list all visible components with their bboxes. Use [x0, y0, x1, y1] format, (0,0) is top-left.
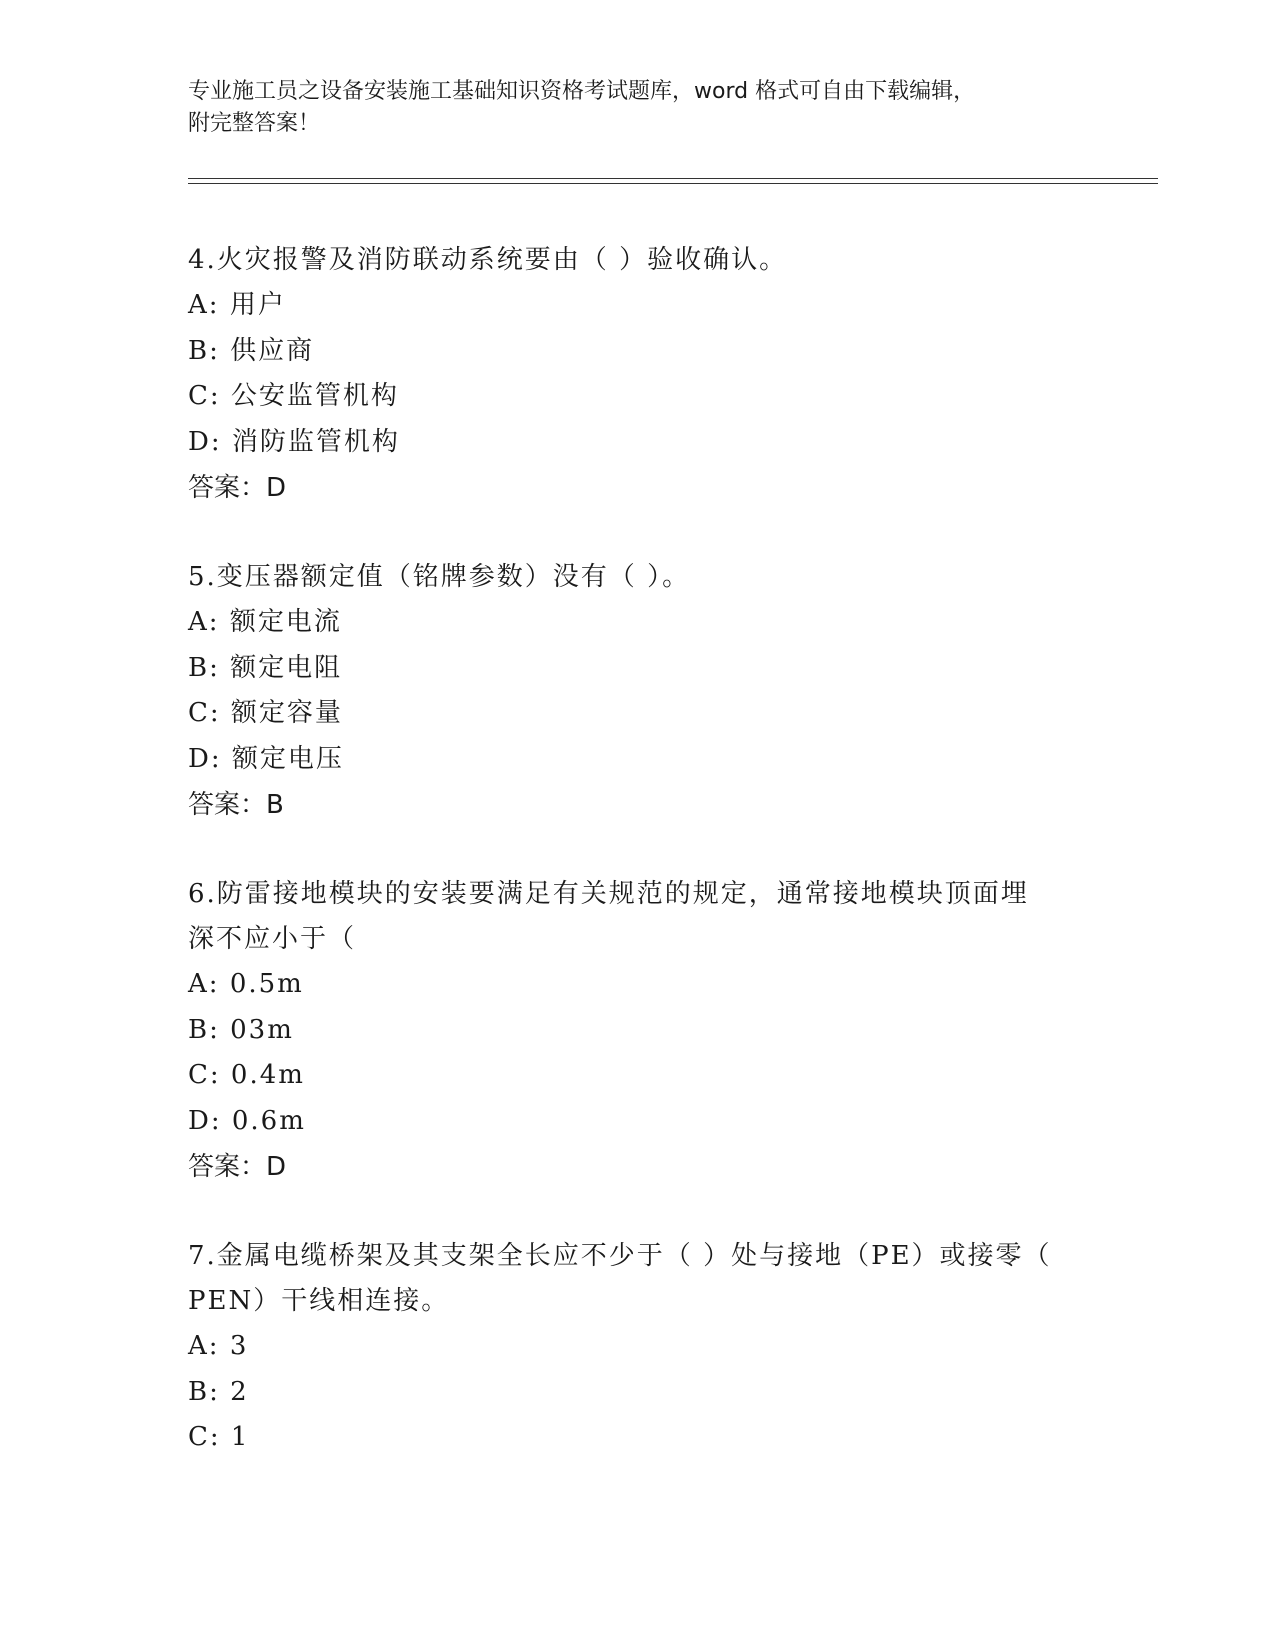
option-text: 消防监管机构: [231, 426, 400, 457]
question-stem-line: PEN）干线相连接。: [188, 1286, 450, 1316]
option-item: [188, 646, 1088, 692]
option-item: [188, 1415, 1088, 1461]
question-block: [188, 1234, 1088, 1461]
option-item: [188, 1099, 1088, 1145]
header-rule-top: [188, 178, 1158, 179]
option-letter: D:: [188, 743, 222, 774]
question-block: [188, 555, 1088, 828]
header-line-1: 专业施工员之设备安装施工基础知识资格考试题库，word 格式可自由下载编辑，: [188, 79, 976, 104]
option-letter: B:: [188, 652, 220, 683]
option-item: [188, 600, 1088, 646]
question-stem-line: 深不应小于（: [188, 924, 357, 954]
answer-line: 答案：D: [188, 1152, 287, 1182]
option-item: [188, 691, 1088, 737]
option-item: [188, 283, 1088, 329]
option-item: [188, 420, 1088, 466]
option-text: 3: [229, 1331, 249, 1361]
header-rule-bottom: [188, 183, 1158, 184]
option-text: 额定电流: [229, 607, 342, 637]
header-line-2: 附完整答案！: [188, 111, 321, 136]
option-text: 用户: [229, 290, 286, 320]
option-letter: A:: [188, 607, 220, 637]
option-item: [188, 962, 1088, 1008]
option-text: 1: [230, 1422, 250, 1452]
option-letter: C:: [188, 698, 221, 728]
option-text: 额定电压: [231, 743, 344, 774]
question-block: [188, 238, 1088, 511]
option-item: [188, 329, 1088, 375]
option-text: 额定容量: [230, 698, 343, 728]
question-stem-line: 6.防雷接地模块的安装要满足有关规范的规定，通常接地模块顶面埋: [188, 879, 1029, 909]
option-text: 公安监管机构: [230, 381, 399, 411]
option-text: 03m: [230, 1014, 294, 1045]
option-text: 0.6m: [231, 1105, 306, 1136]
question-list: [188, 238, 1088, 1505]
question-stem-line: 4.火灾报警及消防联动系统要由（ ）验收确认。: [188, 245, 788, 275]
option-item: [188, 1008, 1088, 1054]
option-letter: B:: [188, 335, 220, 366]
question-stem-line: 5.变压器额定值（铭牌参数）没有（ ）。: [188, 562, 691, 592]
option-text: 0.4m: [230, 1060, 305, 1090]
option-letter: D:: [188, 426, 222, 457]
option-letter: C:: [188, 1422, 221, 1452]
answer-line: 答案：D: [188, 473, 287, 503]
option-letter: A:: [188, 1331, 220, 1361]
option-text: 0.5m: [229, 969, 304, 999]
question-block: [188, 872, 1088, 1190]
option-letter: B:: [188, 1014, 220, 1045]
answer-line: 答案：B: [188, 790, 284, 820]
option-item: [188, 737, 1088, 783]
document-header: [188, 76, 1088, 140]
option-letter: C:: [188, 381, 221, 411]
option-item: [188, 374, 1088, 420]
question-stem-line: 7.金属电缆桥架及其支架全长应不少于（ ）处与接地（PE）或接零（: [188, 1241, 1052, 1271]
option-letter: A:: [188, 290, 220, 320]
option-letter: D:: [188, 1105, 222, 1136]
option-letter: C:: [188, 1060, 221, 1090]
option-text: 供应商: [230, 335, 315, 366]
option-text: 2: [230, 1376, 249, 1407]
option-text: 额定电阻: [230, 652, 343, 683]
option-item: [188, 1324, 1088, 1370]
option-item: [188, 1370, 1088, 1416]
option-item: [188, 1053, 1088, 1099]
option-letter: B:: [188, 1376, 220, 1407]
option-letter: A:: [188, 969, 220, 999]
